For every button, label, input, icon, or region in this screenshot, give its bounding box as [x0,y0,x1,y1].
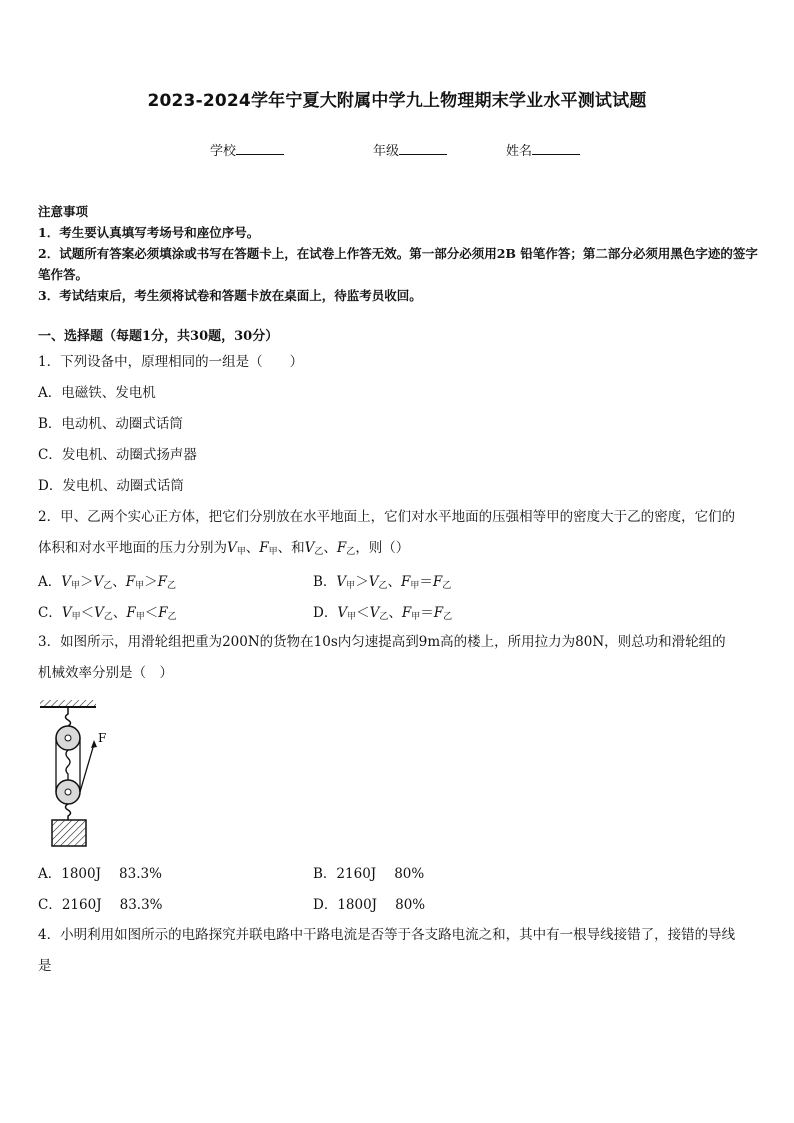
option-b[interactable]: B．电动机、动圈式话筒 [38,416,183,432]
grade-blank [399,142,447,155]
question-2 [38,502,762,568]
notice-heading: 注意事项 [38,204,89,219]
section-heading: 一、选择题（每题1分，共30题，30分） [38,329,279,344]
question-1 [38,347,762,502]
option-a[interactable]: A．$V_甲>V_乙$、$F_甲>F_乙$ [38,574,177,591]
school-blank [236,142,284,155]
option-a[interactable]: A．1800J 83.3% [38,866,162,882]
notice-item: 2．试题所有答案必须填涂或书写在答题卡上，在试卷上作答无效。第一部分必须用2B 铅笔作答；第二部分必须用黑色字迹的签字笔作答。 [38,246,758,282]
name-field[interactable] [506,140,580,159]
option-b[interactable]: B．2160J 80% [313,866,425,882]
grade-label: 年级 [373,144,400,159]
ceiling-hatch [40,700,96,706]
rope-free-end [80,744,94,792]
option-c[interactable]: C．发电机、动圈式扬声器 [38,447,197,463]
upper-pulley-axle [65,735,71,741]
pulley-figure [38,698,118,854]
option-a[interactable]: A．电磁铁、发电机 [38,385,156,401]
lower-pulley-axle [65,789,71,795]
option-c[interactable]: C．$V_甲<V_乙$、$F_甲<F_乙$ [38,605,177,622]
question-stem: 4．小明利用如图所示的电路探究并联电路中干路电流是否等于各支路电流之和，其中有一根导线接错了，接错的导线 [38,927,736,943]
school-field[interactable] [210,140,284,159]
force-label: F [98,731,107,745]
question-4 [38,920,762,982]
option-d[interactable]: D．$V_甲<V_乙$、$F_甲=F_乙$ [313,605,453,622]
question-stem: 3．如图所示，用滑轮组把重为200N的货物在10s内匀速提高到9m高的楼上，所用拉力为80N，则总功和滑轮组的 [38,634,726,650]
option-d[interactable]: D．1800J 80% [313,897,426,913]
notice-block [38,201,762,306]
notice-item: 3．考试结束后，考生须将试卷和答题卡放在桌面上，待监考员收回。 [38,288,422,303]
lower-hook [66,804,71,820]
question-3 [38,627,762,689]
rope-spring-link [66,750,70,780]
pulley-system-diagram [38,698,118,850]
notice-item: 1．考生要认真填写考场号和座位序号。 [38,225,260,240]
option-d[interactable]: D．发电机、动圈式话筒 [38,478,184,494]
name-label: 姓名 [506,144,533,159]
question-stem-cont: 机械效率分别是（ ） [38,665,173,681]
force-arrow-head [91,740,97,748]
question-stem: 2．甲、乙两个实心正方体，把它们分别放在水平地面上，它们对水平地面的压强相等甲的密度大于乙的密度，它们的 [38,509,736,525]
name-blank [532,142,580,155]
school-label: 学校 [210,144,237,159]
question-stem: 1．下列设备中，原理相同的一组是（ ） [38,354,304,370]
cargo-weight [52,820,86,846]
option-c[interactable]: C．2160J 83.3% [38,897,163,913]
question-stem-cont: 是 [38,958,52,974]
option-b[interactable]: B．$V_甲>V_乙$、$F_甲=F_乙$ [313,574,452,591]
question-stem-cont: 体积和对水平地面的压力分别为$V_甲$、$F_甲$、和$V_乙$、$F_乙$，则（） [38,540,410,557]
grade-field[interactable] [373,140,447,159]
page-title: 2023-2024学年宁夏大附属中学九上物理期末学业水平测试试题 [147,91,647,111]
upper-hook [66,707,71,726]
